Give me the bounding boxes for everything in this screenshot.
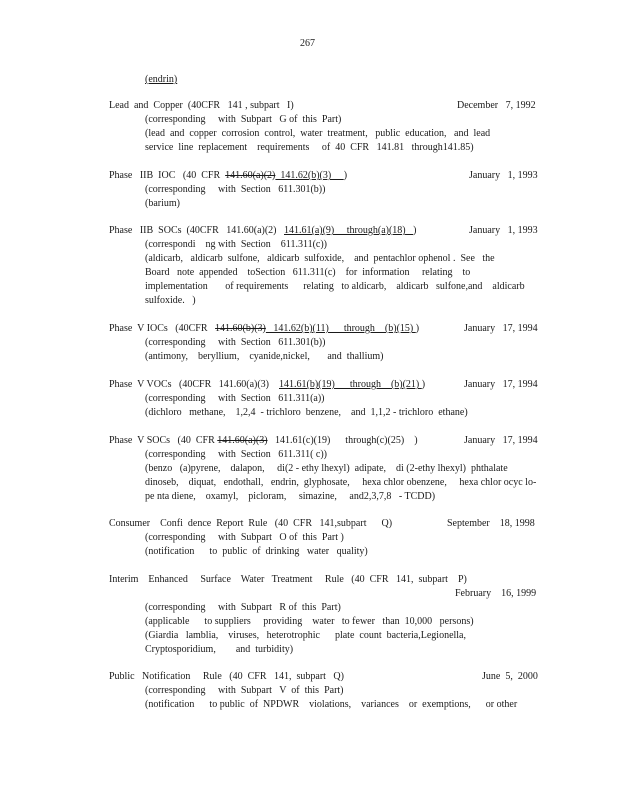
title-close: ) [343, 170, 348, 181]
entry-title [109, 170, 347, 182]
entry-date: September 18, 1998 [447, 518, 535, 529]
entry-description: (aldicarb, aldicarb sulfone, aldicarb sulfoxide, and pentachlor ophenol . See the [145, 253, 495, 264]
title-text: Phase V IOCs (40CFR [109, 323, 216, 334]
entry-description: (applicable to suppliers providing water to fewer than 10,000 persons) [145, 616, 474, 627]
title-text: Phase IIB SOCs (40CFR 141.60(a)(2) [109, 225, 284, 236]
entry-title: Consumer Confi dence Report Rule (40 CFR 141,subpart Q) [109, 518, 393, 529]
entry-correspondence: (corresponding with Subpart O of this Part ) [145, 532, 344, 543]
entry-date: January 17, 1994 [464, 323, 538, 334]
entry-date: January 17, 1994 [464, 435, 538, 446]
entry-description: (notification to public of NPDWR violations, variances or exemptions, or other [145, 699, 518, 710]
struck-citation: 141.60(a)(3) [217, 435, 268, 446]
entry-title: Lead and Copper (40CFR 141 , subpart I) [109, 100, 294, 111]
title-close: ) [414, 435, 418, 446]
entry-title [109, 225, 416, 237]
entry-title: Public Notification Rule (40 CFR 141, subpart Q) [109, 671, 344, 682]
entry-description: implementation of requirements relating to aldicarb, aldicarb sulfone,and aldicarb [145, 281, 525, 292]
entry-description: (antimony, beryllium, cyanide,nickel, and thallium) [145, 351, 384, 362]
entry-correspondence: (correspondi ng with Section 611.311(c)) [145, 239, 327, 250]
title-text: Phase V VOCs (40CFR 141.60(a)(3) [109, 379, 280, 390]
entry-description: sulfoxide. ) [145, 295, 196, 306]
entry-description: Cryptosporidium, and turbidity) [145, 644, 294, 655]
entry-correspondence: (corresponding with Section 611.301(b)) [145, 184, 326, 195]
entry-date: February 16, 1999 [455, 588, 537, 599]
title-close: ) [415, 323, 420, 334]
entry-title [109, 435, 418, 447]
added-citation: 141.61(c)(19) through(c)(25) [267, 435, 415, 446]
entry-description: (Giardia lamblia, viruses, heterotrophic plate count bacteria,Legionella, [145, 630, 466, 641]
entry-description: (lead and copper corrosion control, water treatment, public education, and lead [145, 128, 491, 139]
entry-correspondence: (corresponding with Section 611.301(b)) [145, 337, 326, 348]
title-text: Phase V SOCs (40 CFR [109, 435, 218, 446]
entry-correspondence: (corresponding with Subpart R of this Part) [145, 602, 341, 613]
added-citation: 141.61(b)(19) through (b)(21) [279, 379, 422, 390]
entry-description: (benzo (a)pyrene, dalapon, di(2 - ethy lhexyl) adipate, di (2-ethy lhexyl) phthalate [145, 463, 508, 474]
entry-description: (barium) [145, 198, 180, 209]
entry-correspondence: (corresponding with Subpart G of this Part) [145, 114, 342, 125]
entry-date: June 5, 2000 [482, 671, 538, 682]
title-close: ) [421, 379, 426, 390]
entry-description: (notification to public of drinking water quality) [145, 546, 368, 557]
entry-title [109, 323, 419, 335]
added-citation: 141.61(a)(9) through(a)(18) [284, 225, 414, 236]
entry-description: dinoseb, diquat, endothall, endrin, glyphosate, hexa chlor obenzene, hexa chlor ocyc lo- [145, 477, 537, 488]
endrin-line: (endrin) [145, 74, 178, 85]
entry-correspondence: (corresponding with Subpart V of this Part) [145, 685, 344, 696]
page-number: 267 [300, 38, 315, 49]
struck-citation: 141.60(b)(3) [215, 323, 266, 334]
entry-correspondence: (corresponding with Section 611.311( c)) [145, 449, 327, 460]
title-close: ) [413, 225, 417, 236]
entry-date: January 1, 1993 [469, 225, 538, 236]
entry-date: January 17, 1994 [464, 379, 538, 390]
entry-correspondence: (corresponding with Section 611.311(a)) [145, 393, 325, 404]
title-text: Phase IIB IOC (40 CFR [109, 170, 226, 181]
added-citation: 141.62(b)(11) through (b)(15) [265, 323, 416, 334]
entry-description: Board note appended toSection 611.311(c) for information relating to [145, 267, 471, 278]
added-citation: 141.62(b)(3) [275, 170, 344, 181]
entry-date: January 1, 1993 [469, 170, 538, 181]
entry-description: service line replacement requirements of 40 CFR 141.81 through141.85) [145, 142, 474, 153]
entry-description: pe nta diene, oxamyl, picloram, simazine, and2,3,7,8 - TCDD) [145, 491, 436, 502]
entry-date: December 7, 1992 [457, 100, 536, 111]
entry-description: (dichloro methane, 1,2,4 - trichloro benzene, and 1,1,2 - trichloro ethane) [145, 407, 468, 418]
struck-citation: 141.60(a)(2) [225, 170, 276, 181]
entry-title [109, 379, 425, 391]
entry-title: Interim Enhanced Surface Water Treatment Rule (40 CFR 141, subpart P) [109, 574, 467, 585]
